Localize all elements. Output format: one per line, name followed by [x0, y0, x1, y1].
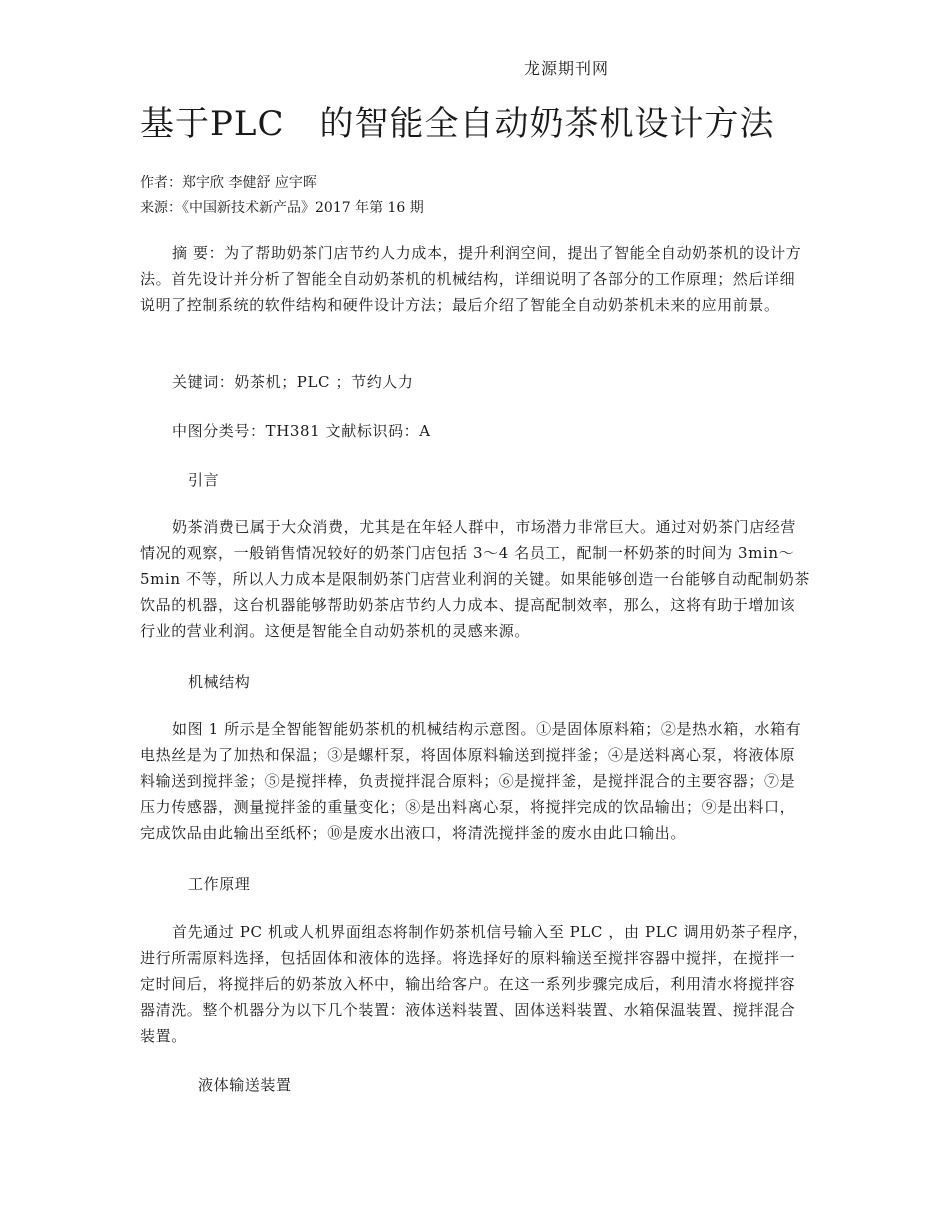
section-body-mechanical-structure: 如图 1 所示是全智能智能奶茶机的机械结构示意图。①是固体原料箱；②是热水箱，水箱有电热丝是为了加热和保温；③是螺杆泵，将固体原料输送到搅拌釜；④是送料离心泵，将液体原料输送到搅拌釜；⑤是搅拌棒，负责搅拌混合原料；⑥是搅拌釜，是搅拌混合的主要容器；⑦是压力传感器，测量搅拌釜的重量变化；⑧是出料离心泵，将搅拌完成的饮品输出；⑨是出料口，完成饮品由此输出至纸杯；⑩是废水出液口，将清洗搅拌釜的废水由此口输出。 [140, 720, 802, 842]
keywords: 关键词：奶茶机；PLC ；节约人力 [172, 373, 414, 391]
article-title: 基于PLC 的智能全自动奶茶机设计方法 [140, 104, 775, 144]
section-heading-liquid-conveying: 液体输送装置 [198, 1076, 292, 1094]
section-body-working-principle: 首先通过 PC 机或人机界面组态将制作奶茶机信号输入至 PLC ，由 PLC 调用奶茶子程序，进行所需原料选择，包括固体和液体的选择。将选择好的原料输送至搅拌容器中搅拌，在搅拌一定时间后，将搅拌后的奶茶放入杯中，输出给客户。在这一系列步骤完成后，利用清水将搅拌容器清洗。整个机器分为以下几个装置：液体送料装置、固体送料装置、水箱保温装置、搅拌混合装置。 [140, 923, 809, 1045]
abstract-paragraph: 摘 要：为了帮助奶茶门店节约人力成本，提升利润空间，提出了智能全自动奶茶机的设计方法。首先设计并分析了智能全自动奶茶机的机械结构，详细说明了各部分的工作原理；然后详细说明了控制系统的软件结构和硬件设计方法；最后介绍了智能全自动奶茶机未来的应用前景。 [140, 244, 802, 314]
section-body-introduction: 奶茶消费已属于大众消费，尤其是在年轻人群中，市场潜力非常巨大。通过对奶茶门店经营情况的观察，一般销售情况较好的奶茶门店包括 3～4 名员工，配制一杯奶茶的时间为 3min～5min 不等，所以人力成本是限制奶茶门店营业利润的关键。如果能够创造一台能够自动配制奶茶饮品的机器，这台机器能够帮助奶茶店节约人力成本、提高配制效率，那么，这将有助于增加该行业的营业利润。这便是智能全自动奶茶机的灵感来源。 [140, 518, 810, 640]
section-heading-mechanical-structure: 机械结构 [188, 673, 251, 691]
classification-codes: 中图分类号：TH381 文献标识码：A [172, 422, 431, 440]
section-heading-introduction: 引言 [188, 471, 220, 489]
article-source: 来源：《中国新技术新产品》2017 年第 16 期 [140, 200, 424, 216]
article-authors: 作者：郑宇欣 李健舒 应宇晖 [140, 175, 317, 191]
section-heading-working-principle: 工作原理 [188, 875, 251, 893]
site-name: 龙源期刊网 [524, 59, 610, 78]
